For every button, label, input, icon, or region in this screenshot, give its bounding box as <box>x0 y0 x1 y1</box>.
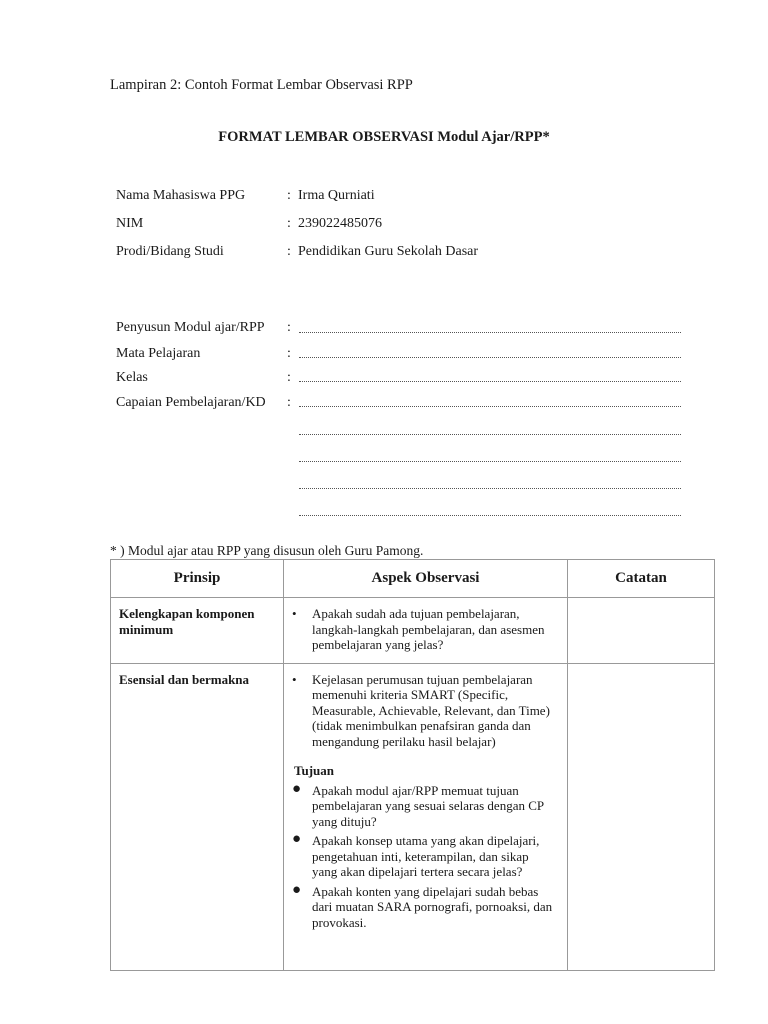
catatan-cell[interactable] <box>568 598 715 664</box>
observation-table <box>110 559 715 971</box>
field-label: NIM <box>116 216 144 231</box>
footnote: * ) Modul ajar atau RPP yang disusun oleh Guru Pamong. <box>110 543 424 558</box>
list-item-text: Apakah modul ajar/RPP memuat tujuan pembelajaran yang sesuai selaras dengan CP yang dituju? <box>312 782 544 829</box>
list-item <box>290 833 557 880</box>
field-label: Mata Pelajaran <box>116 346 201 361</box>
list-item-text: Apakah konsep utama yang akan dipelajari, pengetahuan inti, keterampilan, dan sikap yang akan dipelajari tertera secara jelas? <box>312 833 540 879</box>
bullet-icon: • <box>292 606 297 621</box>
blank-line-capaian-4[interactable] <box>299 478 681 489</box>
field-colon: : <box>287 370 291 385</box>
field-label: Nama Mahasiswa PPG <box>116 188 246 203</box>
field-value: Pendidikan Guru Sekolah Dasar <box>298 244 479 259</box>
list-item <box>290 881 557 931</box>
table-row <box>111 663 715 970</box>
field-colon: : <box>287 216 291 231</box>
header-catatan: Catatan <box>568 560 715 598</box>
field-value: 239022485076 <box>298 216 382 231</box>
header-prinsip: Prinsip <box>111 560 284 598</box>
blank-line-mata-pelajaran[interactable] <box>299 347 681 358</box>
bullet-icon: ● <box>292 881 302 898</box>
aspek-cell <box>284 598 568 664</box>
field-value: Irma Qurniati <box>298 188 375 203</box>
header-aspek-observasi: Aspek Observasi <box>284 560 568 598</box>
field-label: Penyusun Modul ajar/RPP <box>116 320 265 335</box>
list-item-text: Apakah konten yang dipelajari sudah bebas dari muatan SARA pornografi, pornoaksi, dan provokasi. <box>312 883 553 930</box>
appendix-heading: Lampiran 2: Contoh Format Lembar Observasi RPP <box>110 77 413 93</box>
list-item <box>290 780 557 830</box>
list-item-text: Kejelasan perumusan tujuan pembelajaran memenuhi kriteria SMART (Specific, Measurable, Achievable, Relevant, dan Time) (tidak menimbulkan penafsiran ganda dan mengandung perilaku hasil belajar) <box>312 671 550 749</box>
aspek-cell <box>284 663 568 970</box>
document-title: FORMAT LEMBAR OBSERVASI Modul Ajar/RPP* <box>218 129 550 145</box>
list-item <box>290 606 557 653</box>
bullet-icon: ● <box>292 780 302 797</box>
subheading-tujuan: Tujuan <box>294 763 334 778</box>
blank-line-penyusun[interactable] <box>299 322 681 333</box>
blank-line-kelas[interactable] <box>299 371 681 382</box>
list-item <box>290 672 557 750</box>
field-colon: : <box>287 188 291 203</box>
table-row <box>111 598 715 664</box>
tujuan-list <box>290 780 557 931</box>
catatan-cell[interactable] <box>568 663 715 970</box>
field-label: Prodi/Bidang Studi <box>116 244 224 259</box>
blank-line-capaian-2[interactable] <box>299 424 681 435</box>
aspek-list <box>290 672 557 750</box>
field-colon: : <box>287 395 291 410</box>
aspek-list <box>290 606 557 653</box>
bullet-icon: • <box>292 671 297 687</box>
bullet-icon: ● <box>292 831 302 847</box>
prinsip-cell: Kelengkapan komponen minimum <box>111 598 284 664</box>
field-label: Kelas <box>116 370 148 385</box>
blank-line-capaian-3[interactable] <box>299 451 681 462</box>
field-colon: : <box>287 346 291 361</box>
field-colon: : <box>287 244 291 259</box>
prinsip-cell: Esensial dan bermakna <box>111 663 284 970</box>
field-colon: : <box>287 320 291 335</box>
list-item-text: Apakah sudah ada tujuan pembelajaran, langkah-langkah pembelajaran, dan asesmen pembelajaran yang jelas? <box>312 606 545 652</box>
blank-line-capaian-5[interactable] <box>299 505 681 516</box>
blank-line-capaian-1[interactable] <box>299 396 681 407</box>
table-header-row <box>111 560 715 598</box>
field-label: Capaian Pembelajaran/KD <box>116 395 266 410</box>
